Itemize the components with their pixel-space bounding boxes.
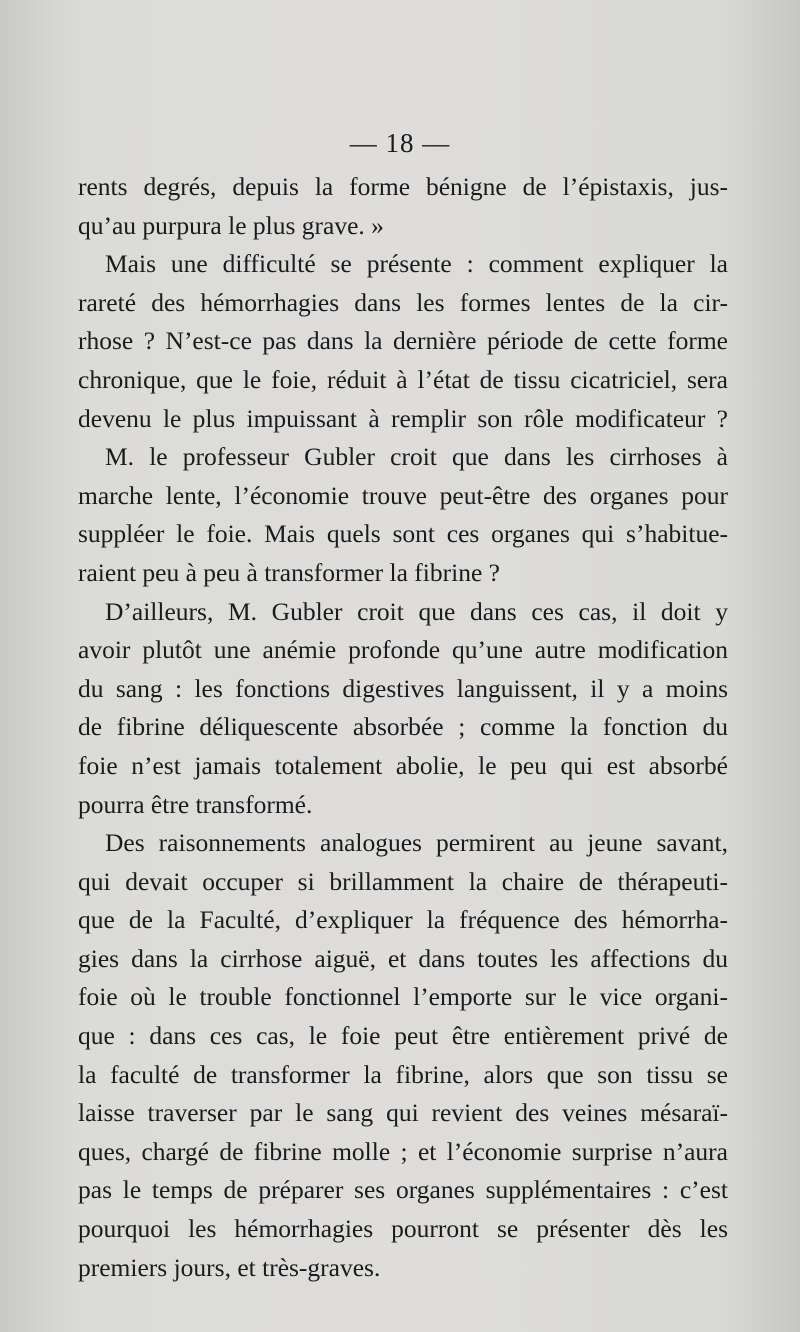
- text-line: marche lente, l’économie trouve peut-être des organes pour: [78, 480, 728, 510]
- text-line: qu’au purpura le plus grave. »: [78, 210, 384, 240]
- paragraph-5: [78, 824, 728, 1287]
- text-line: Des raisonnements analogues permirent au jeune savant,: [105, 828, 728, 858]
- text-line: gies dans la cirrhose aiguë, et dans toutes les affections du: [78, 943, 728, 973]
- text-line: que de la Faculté, d’expliquer la fréquence des hémorrha-: [78, 905, 728, 935]
- text-line: raient peu à peu à transformer la fibrine ?: [78, 557, 500, 587]
- text-line: foie n’est jamais totalement abolie, le peu qui est absorbé: [78, 750, 728, 780]
- body-text: [78, 168, 728, 1287]
- text-line: foie où le trouble fonctionnel l’emporte sur le vice organi-: [78, 982, 728, 1012]
- text-line: Mais une difficulté se présente : comment expliquer la: [105, 249, 728, 279]
- text-line: suppléer le foie. Mais quels sont ces organes qui s’habitue-: [78, 519, 728, 549]
- text-line: avoir plutôt une anémie profonde qu’une autre modification: [78, 635, 728, 665]
- text-line: devenu le plus impuissant à remplir son rôle modificateur ?: [78, 403, 728, 433]
- text-line: laisse traverser par le sang qui revient des veines mésaraï-: [78, 1098, 728, 1128]
- text-line: que : dans ces cas, le foie peut être entièrement privé de: [78, 1021, 728, 1051]
- text-line: M. le professeur Gubler croit que dans les cirrhoses à: [105, 442, 728, 472]
- text-line: rareté des hémorrhagies dans les formes lentes de la cir-: [78, 287, 728, 317]
- text-line: premiers jours, et très-graves.: [78, 1252, 381, 1282]
- paragraph-1: [78, 168, 728, 245]
- text-line: pourra être transformé.: [78, 789, 313, 819]
- text-line: rents degrés, depuis la forme bénigne de l’épistaxis, jus-: [78, 172, 728, 201]
- page-number: — 18 —: [349, 128, 451, 158]
- paragraph-3: [78, 438, 728, 592]
- text-line: rhose ? N’est-ce pas dans la dernière période de cette forme: [78, 326, 728, 356]
- paragraph-4: [78, 593, 728, 825]
- text-line: ques, chargé de fibrine molle ; et l’économie surprise n’aura: [78, 1136, 728, 1166]
- text-line: pourquoi les hémorrhagies pourront se présenter dès les: [78, 1214, 728, 1244]
- text-line: de fibrine déliquescente absorbée ; comme la fonction du: [78, 712, 728, 742]
- text-line: du sang : les fonctions digestives languissent, il y a moins: [78, 673, 728, 703]
- text-line: D’ailleurs, M. Gubler croit que dans ces cas, il doit y: [105, 596, 728, 626]
- paragraph-2: [78, 245, 728, 438]
- text-line: qui devait occuper si brillamment la chaire de thérapeuti-: [78, 866, 728, 896]
- text-line: chronique, que le foie, réduit à l’état de tissu cicatriciel, sera: [78, 364, 728, 394]
- text-line: la faculté de transformer la fibrine, alors que son tissu se: [78, 1059, 728, 1089]
- text-line: pas le temps de préparer ses organes supplémentaires : c’est: [78, 1175, 728, 1205]
